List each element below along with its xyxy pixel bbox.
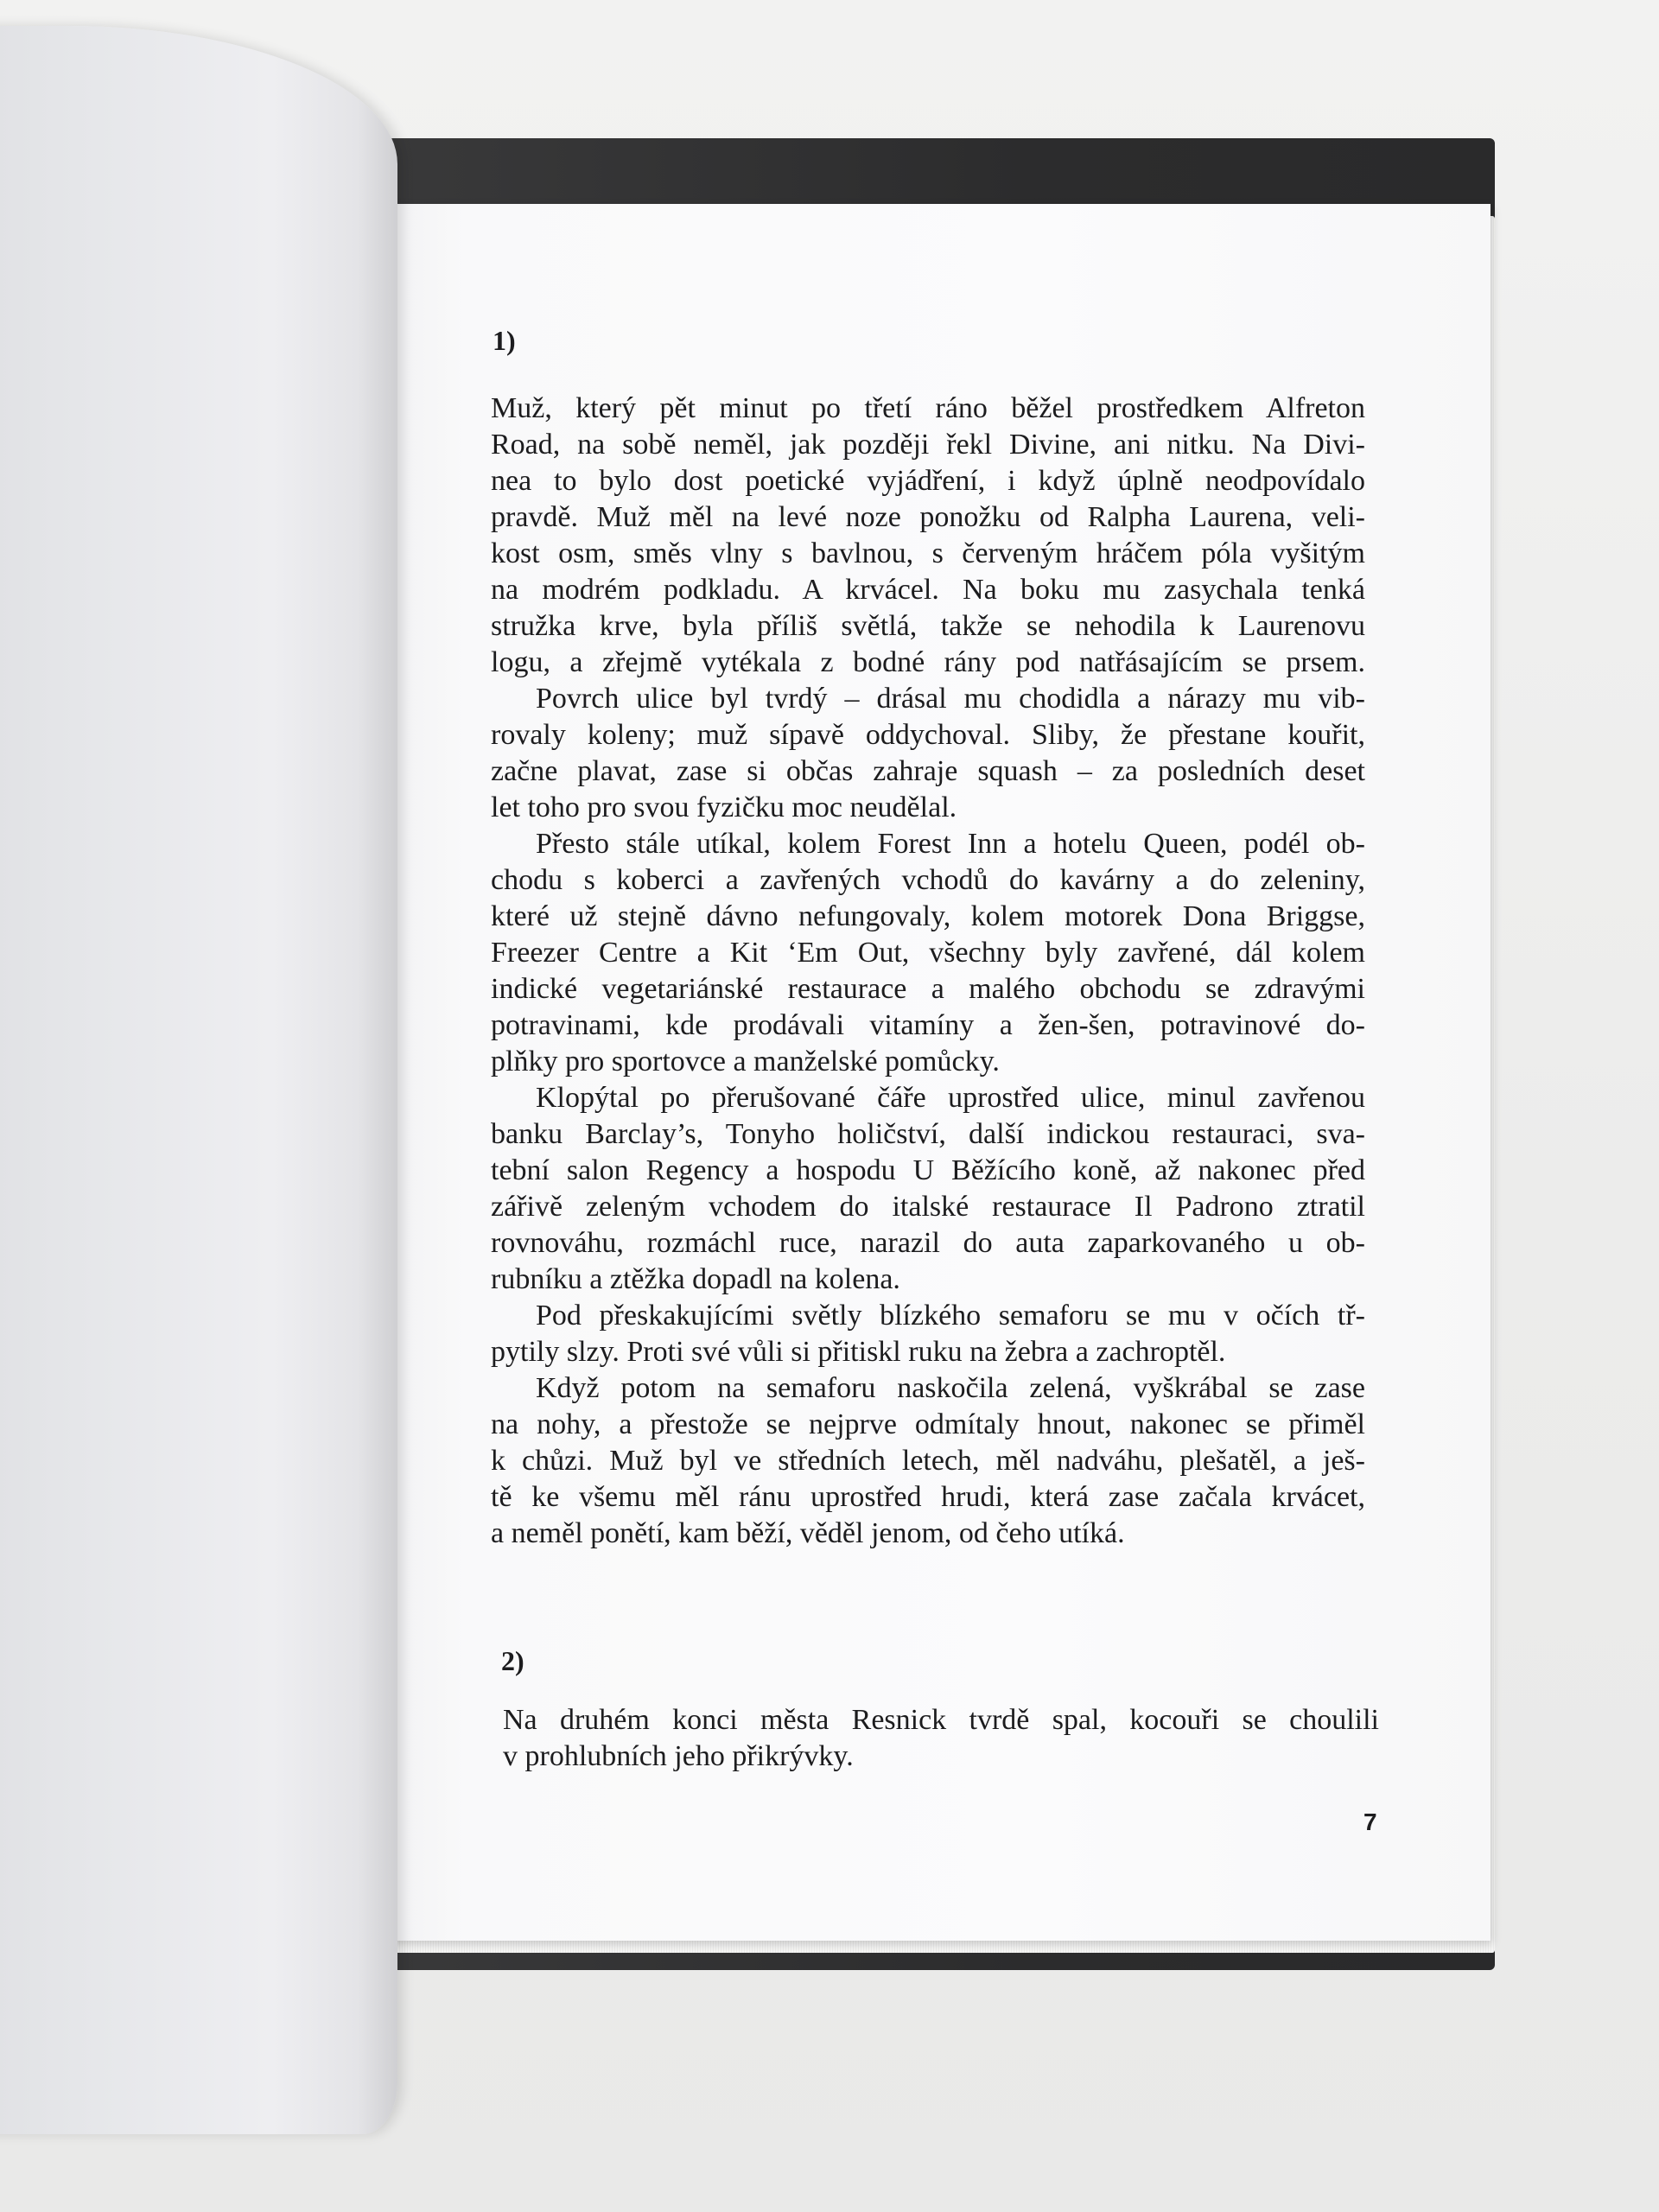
text-line: plňky pro sportovce a manželské pomůcky. xyxy=(491,1046,1000,1077)
section-1-heading: 1) xyxy=(493,325,516,356)
text-line: na modrém podkladu. A krvácel. Na boku mu zasychala tenká xyxy=(491,574,1365,606)
paragraph xyxy=(491,681,1365,826)
text-line: logu, a zřejmě vytékala z bodné rány pod natřásajícím se prsem. xyxy=(491,646,1365,678)
text-line: chodu s koberci a zavřených vchodů do kavárny a do zeleniny, xyxy=(491,864,1365,896)
text-line: Muž, který pět minut po třetí ráno běžel prostředkem Alfreton xyxy=(491,392,1365,424)
text-line: které už stejně dávno nefungovaly, kolem motorek Dona Briggse, xyxy=(491,900,1365,932)
text-line: let toho pro svou fyzičku moc neudělal. xyxy=(491,791,957,823)
text-line: Klopýtal po přerušované čáře uprostřed ulice, minul zavřenou xyxy=(536,1082,1365,1114)
text-line: v prohlubních jeho přikrývky. xyxy=(503,1740,854,1772)
text-line: Road, na sobě neměl, jak později řekl Divine, ani nitku. Na Divi- xyxy=(491,429,1365,461)
text-line: pytily slzy. Proti své vůli si přitiskl ruku na žebra a zachroptěl. xyxy=(491,1336,1226,1368)
text-line: k chůzi. Muž byl ve středních letech, měl nadváhu, plešatěl, a ješ- xyxy=(491,1445,1365,1477)
text-line: začne plavat, zase si občas zahraje squash – za posledních deset xyxy=(491,755,1365,787)
text-line: tě ke všemu měl ránu uprostřed hrudi, která zase začala krvácet, xyxy=(491,1481,1365,1513)
text-line: pravdě. Muž měl na levé noze ponožku od Ralpha Laurena, veli- xyxy=(491,501,1365,533)
paragraph xyxy=(491,826,1365,1080)
text-line: rovaly koleny; muž sípavě oddychoval. Sliby, že přestane kouřit, xyxy=(491,719,1365,751)
paragraph xyxy=(491,1298,1365,1370)
text-line: Na druhém konci města Resnick tvrdě spal, kocouři se choulili xyxy=(503,1704,1379,1736)
text-line: Pod přeskakujícími světly blízkého semaforu se mu v očích tř- xyxy=(536,1300,1365,1332)
paragraph xyxy=(491,1080,1365,1298)
section-2-body xyxy=(503,1702,1379,1775)
text-line: potravinami, kde prodávali vitamíny a žen-šen, potravinové do- xyxy=(491,1009,1365,1041)
text-line: Povrch ulice byl tvrdý – drásal mu chodidla a nárazy mu vib- xyxy=(536,683,1365,715)
paragraph xyxy=(503,1702,1379,1775)
text-line: Freezer Centre a Kit ‘Em Out, všechny byly zavřené, dál kolem xyxy=(491,937,1365,969)
text-line: kost osm, směs vlny s bavlnou, s červeným hráčem póla vyšitým xyxy=(491,537,1365,569)
text-line: na nohy, a přestože se nejprve odmítaly hnout, nakonec se přiměl xyxy=(491,1408,1365,1440)
text-line: zářivě zeleným vchodem do italské restaurace Il Padrono ztratil xyxy=(491,1191,1365,1223)
text-line: a neměl ponětí, kam běží, věděl jenom, od čeho utíká. xyxy=(491,1517,1125,1549)
text-line: nea to bylo dost poetické vyjádření, i když úplně neodpovídalo xyxy=(491,465,1365,497)
page-number: 7 xyxy=(1363,1808,1377,1835)
text-line: banku Barclay’s, Tonyho holičství, další indickou restauraci, sva- xyxy=(491,1118,1365,1150)
left-page xyxy=(0,26,397,2134)
section-2-heading: 2) xyxy=(501,1645,524,1676)
text-line: rovnováhu, rozmáchl ruce, narazil do auta zaparkovaného u ob- xyxy=(491,1227,1365,1259)
text-line: indické vegetariánské restaurace a malého obchodu se zdravými xyxy=(491,973,1365,1005)
paragraph xyxy=(491,391,1365,681)
text-line: Přesto stále utíkal, kolem Forest Inn a hotelu Queen, podél ob- xyxy=(536,828,1365,860)
paragraph xyxy=(491,1370,1365,1552)
text-line: tební salon Regency a hospodu U Běžícího koně, až nakonec před xyxy=(491,1154,1365,1186)
text-line: rubníku a ztěžka dopadl na kolena. xyxy=(491,1263,900,1295)
text-line: Když potom na semaforu naskočila zelená, vyškrábal se zase xyxy=(536,1372,1365,1404)
text-line: stružka krve, byla příliš světlá, takže se nehodila k Laurenovu xyxy=(491,610,1365,642)
section-1-body xyxy=(491,391,1365,1552)
